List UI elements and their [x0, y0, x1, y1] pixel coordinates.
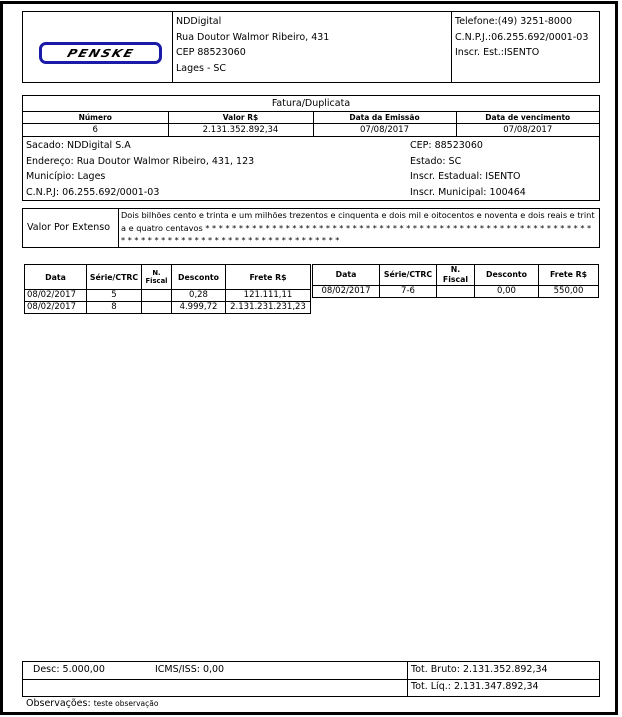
- col-frete: Frete R$: [539, 265, 599, 286]
- fatura-box: [22, 95, 600, 201]
- cell-data: 08/02/2017: [25, 290, 87, 302]
- icms-total: ICMS/ISS: 0,00: [155, 664, 225, 675]
- cell-desconto: 0,28: [172, 290, 226, 302]
- items-table-right: [312, 264, 599, 298]
- col-frete: Frete R$: [226, 265, 311, 290]
- company-address: Rua Doutor Walmor Ribeiro, 431: [176, 31, 330, 43]
- sacado-municipio: Município: Lages: [26, 171, 106, 182]
- sacado-name: Sacado: NDDigital S.A: [26, 140, 131, 151]
- cell-nfiscal: [142, 290, 172, 302]
- cell-serie: 5: [87, 290, 142, 302]
- sacado-cep: CEP: 88523060: [410, 140, 483, 151]
- col-numero: Número: [23, 111, 168, 124]
- company-info: [176, 14, 329, 76]
- col-serie: Série/CTRC: [380, 265, 437, 286]
- observacoes-value: teste observação: [93, 699, 159, 708]
- table-row: [25, 290, 311, 302]
- company-phone: Telefone:(49) 3251-8000: [455, 16, 573, 27]
- observacoes: [26, 698, 158, 709]
- table-row: [313, 286, 599, 298]
- cell-desconto: 0,00: [475, 286, 539, 298]
- items-left-header: [25, 265, 311, 290]
- cell-nfiscal: [437, 286, 475, 298]
- col-desconto: Desconto: [172, 265, 226, 290]
- company-cep: CEP 88523060: [176, 47, 246, 58]
- sacado-right: [410, 138, 526, 200]
- totals-box: [22, 661, 600, 697]
- company-city: Lages - SC: [176, 62, 227, 74]
- logo-cell: [23, 12, 173, 82]
- cell-data: 08/02/2017: [313, 286, 380, 298]
- company-cnpj: C.N.P.J.:06.255.692/0001-03: [455, 31, 589, 43]
- sacado-estado: Estado: SC: [410, 155, 462, 167]
- col-nfiscal: N. Fiscal: [142, 265, 172, 290]
- valor-extenso-text: Dois bilhões cento e trinta e um milhões trezentos e cinquenta e dois mil e oitocentos e noventa e dois reais e trinta e quatro centavos * * * * * * * * * * * * * * * * * * * * * * * * * * * * * * * * * * * * * * * * * * * * * * * * * * * * * * * * * * * * * * * * * * * * * * * * * * * * * * * * * * * * * * * * * * *: [121, 210, 595, 245]
- col-nfiscal: N. Fiscal: [437, 265, 475, 286]
- invoice-header: [22, 11, 600, 83]
- cell-nfiscal: [142, 302, 172, 314]
- cell-frete: 2.131.231.231,23: [226, 302, 311, 314]
- sacado-cnpj: C.N.P.J: 06.255.692/0001-03: [26, 186, 160, 198]
- fatura-value-row: [23, 124, 599, 137]
- col-data: Data: [25, 265, 87, 290]
- logo-text: PENSKE: [65, 46, 136, 60]
- desc-total: Desc: 5.000,00: [33, 664, 105, 675]
- sacado-endereco: Endereço: Rua Doutor Walmor Ribeiro, 431, 123: [26, 155, 255, 167]
- col-serie: Série/CTRC: [87, 265, 142, 290]
- vencimento-value: 07/08/2017: [456, 124, 599, 137]
- emissao-value: 07/08/2017: [313, 124, 456, 137]
- fatura-header-row: [23, 111, 599, 124]
- sacado-inscr-municipal: Inscr. Municipal: 100464: [410, 186, 526, 198]
- col-data: Data: [313, 265, 380, 286]
- company-name: NDDigital: [176, 16, 222, 27]
- fatura-table: [23, 111, 599, 137]
- tot-liquido: Tot. Líq.: 2.131.347.892,34: [407, 679, 601, 696]
- col-vencimento: Data de vencimento: [456, 111, 599, 124]
- items-table-left: [24, 264, 311, 314]
- col-emissao: Data da Emissão: [313, 111, 456, 124]
- cell-frete: 550,00: [539, 286, 599, 298]
- sacado-inscr-estadual: Inscr. Estadual: ISENTO: [410, 171, 521, 182]
- cell-serie: 8: [87, 302, 142, 314]
- observacoes-label: Observações:: [26, 698, 91, 709]
- cell-frete: 121.111,11: [226, 290, 311, 302]
- penske-logo: [39, 42, 162, 64]
- valor-extenso-box: [22, 208, 600, 248]
- valor-extenso-label: Valor Por Extenso: [23, 209, 119, 247]
- cell-data: 08/02/2017: [25, 302, 87, 314]
- items-right-header: [313, 265, 599, 286]
- valor-value: 2.131.352.892,34: [168, 124, 313, 137]
- cell-serie: 7-6: [380, 286, 437, 298]
- contact-info: [451, 12, 600, 82]
- sacado-left: [26, 138, 254, 200]
- cell-desconto: 4.999,72: [172, 302, 226, 314]
- col-valor: Valor R$: [168, 111, 313, 124]
- numero-value: 6: [23, 124, 168, 137]
- col-desconto: Desconto: [475, 265, 539, 286]
- company-inscr: Inscr. Est.:ISENTO: [455, 47, 540, 58]
- table-row: [25, 302, 311, 314]
- tot-bruto: Tot. Bruto: 2.131.352.892,34: [407, 662, 601, 679]
- fatura-title: Fatura/Duplicata: [23, 96, 599, 112]
